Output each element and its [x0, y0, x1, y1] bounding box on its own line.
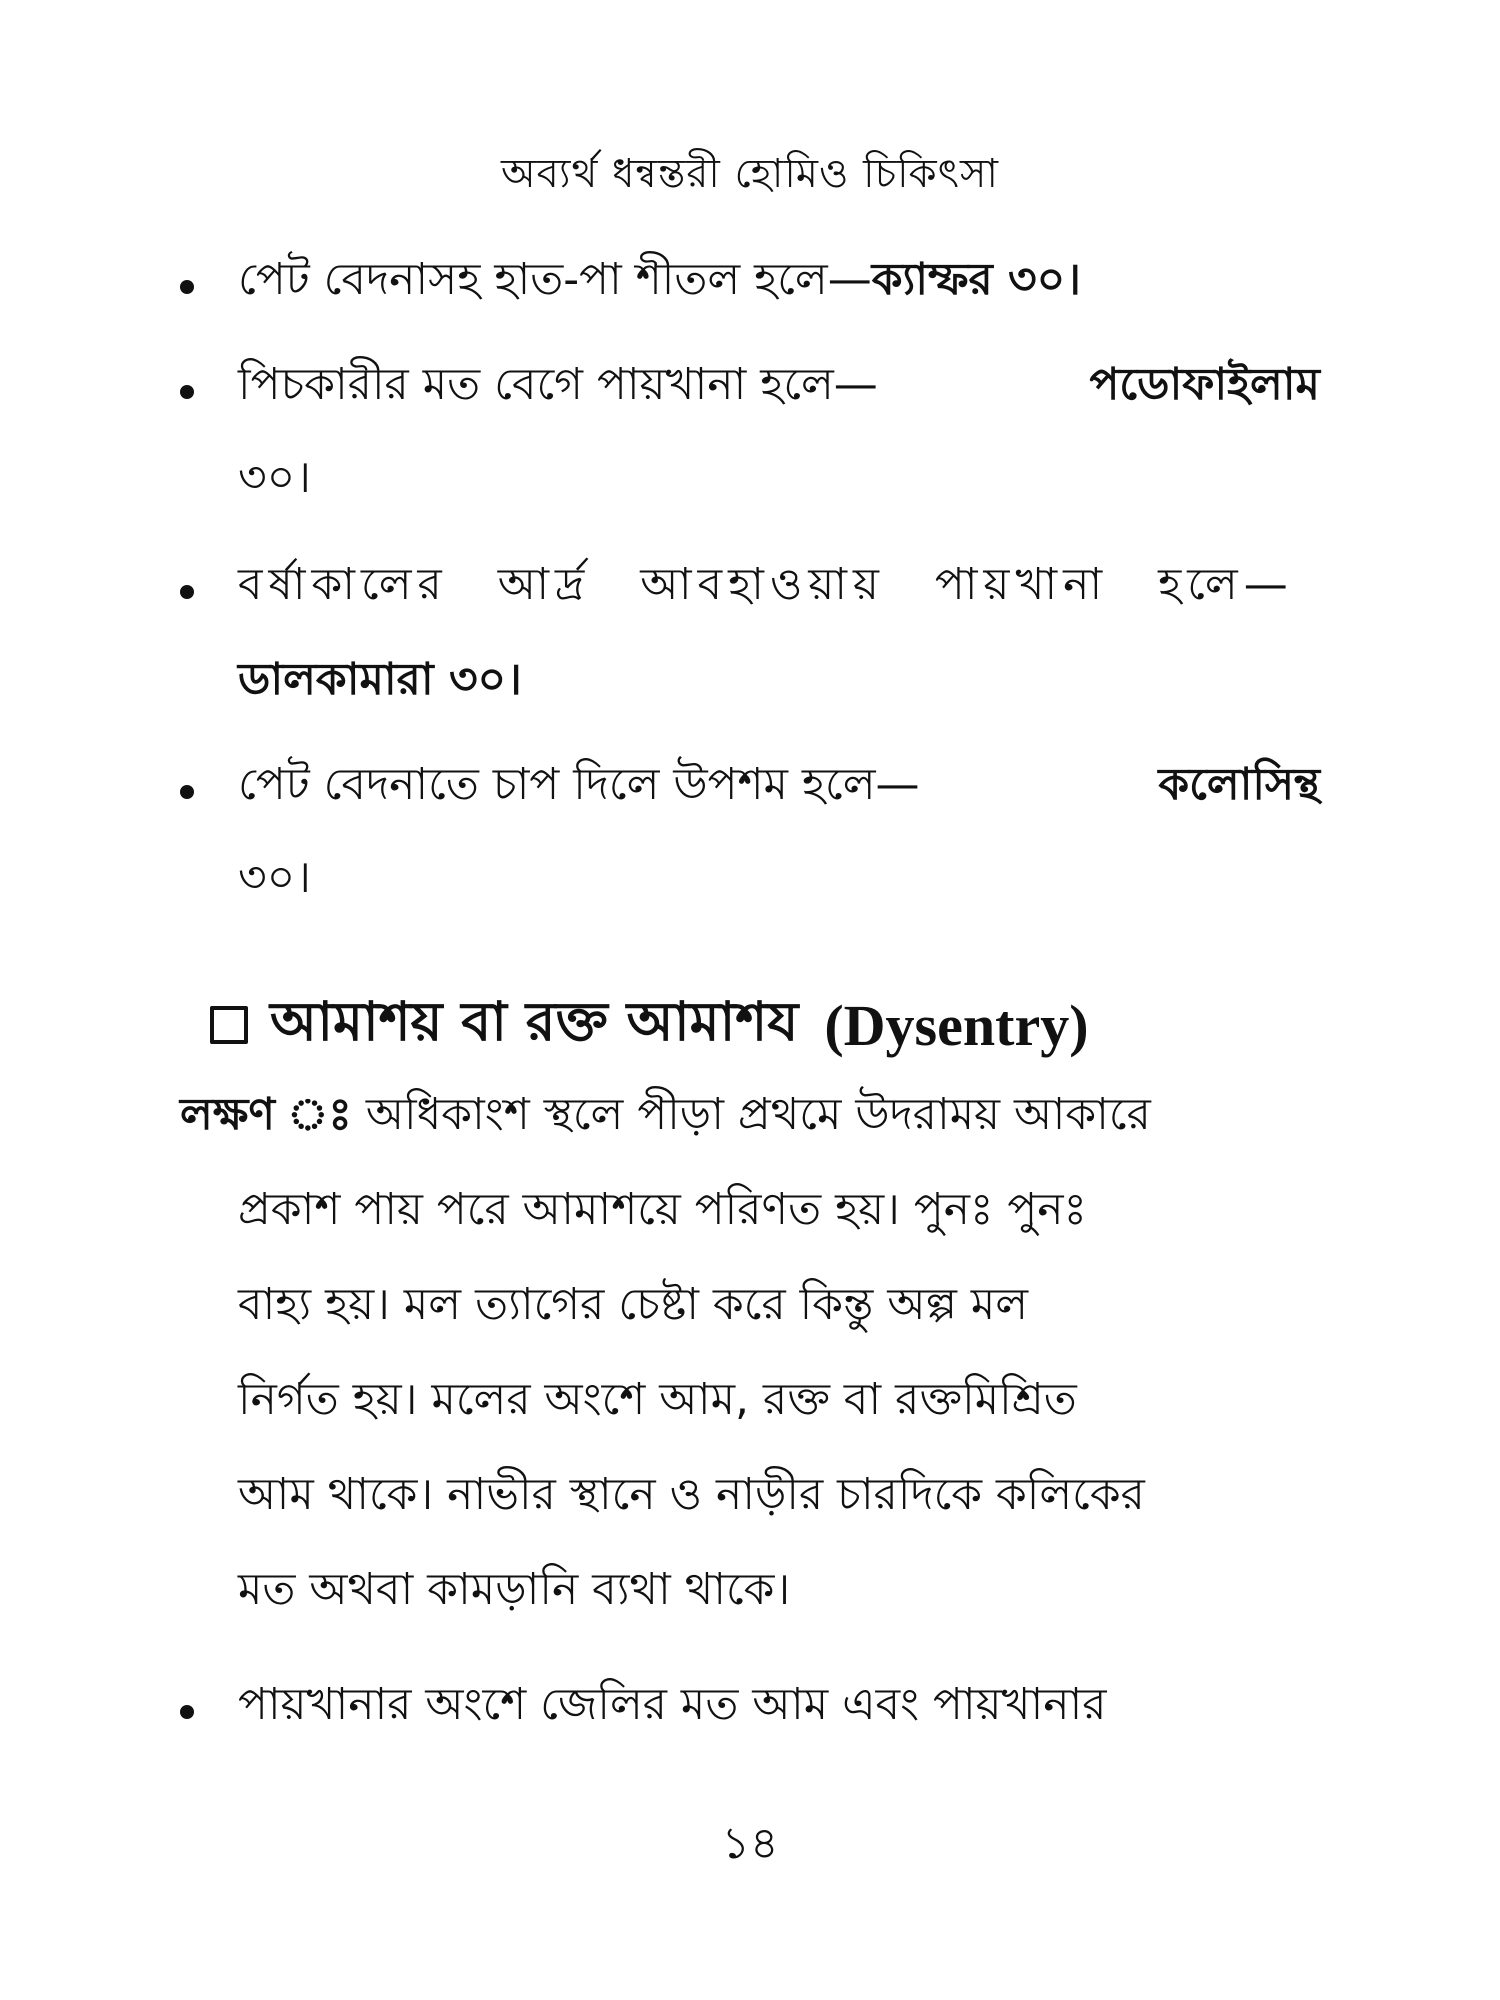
bullet-line — [238, 250, 1320, 310]
symptoms-first-line — [180, 1085, 1151, 1145]
paragraph-line: প্রকাশ পায় পরে আমাশয়ে পরিণত হয়। পুনঃ পুনঃ — [238, 1184, 1087, 1235]
bullet-text: বর্ষাকালের আর্দ্র আবহাওয়ায় পায়খানা হলে— — [238, 559, 1294, 610]
paragraph-line: নির্গত হয়। মলের অংশে আম, রক্ত বা রক্তমিশ্রিত — [238, 1374, 1077, 1425]
bullet-icon — [180, 585, 194, 599]
paragraph-line: বাহ্য হয়। মল ত্যাগের চেষ্টা করে কিন্তু অল্প মল — [238, 1279, 1029, 1330]
bullet-line — [238, 355, 1320, 415]
bullet-icon — [180, 385, 194, 399]
remedy-name: ডালকামারা ৩০। — [238, 654, 522, 705]
bullet-continuation: ৩০। — [238, 452, 311, 503]
paragraph-line: আম থাকে। নাভীর স্থানে ও নাড়ীর চারদিকে কলিকের — [238, 1469, 1145, 1520]
bullet-icon — [180, 280, 194, 294]
paragraph-line: অধিকাংশ স্থলে পীড়া প্রথমে উদরাময় আকারে — [365, 1089, 1151, 1140]
paragraph-line: মত অথবা কামড়ানি ব্যথা থাকে। — [238, 1564, 791, 1615]
bullet-text: পেট বেদনাসহ হাত-পা শীতল হলে— — [238, 254, 872, 305]
running-header: অব্যর্থ ধন্বন্তরী হোমিও চিকিৎসা — [500, 151, 999, 197]
remedy-name: পডোফাইলাম — [1089, 359, 1320, 410]
bullet-text: পিচকারীর মত বেগে পায়খানা হলে— — [238, 359, 878, 410]
section-heading — [210, 985, 1320, 1065]
section-title-bengali: আমাশয় বা রক্ত আমাশয — [270, 990, 799, 1053]
checkbox-icon — [210, 1006, 248, 1044]
bullet-line — [238, 755, 1320, 815]
remedy-name: ক্যাম্ফর ৩০। — [871, 254, 1081, 305]
remedy-name: কলোসিন্থ — [1158, 759, 1320, 810]
bullet-text: পেট বেদনাতে চাপ দিলে উপশম হলে— — [238, 759, 920, 810]
symptoms-label: লক্ষণ ঃ — [180, 1089, 352, 1140]
bullet-icon — [180, 1705, 194, 1719]
bullet-icon — [180, 785, 194, 799]
bullet-continuation: ৩০। — [238, 852, 311, 903]
page-number: ১৪ — [721, 1818, 779, 1869]
bullet-text: পায়খানার অংশে জেলির মত আম এবং পায়খানার — [238, 1679, 1107, 1730]
section-title-english: (Dysentry) — [824, 992, 1089, 1058]
